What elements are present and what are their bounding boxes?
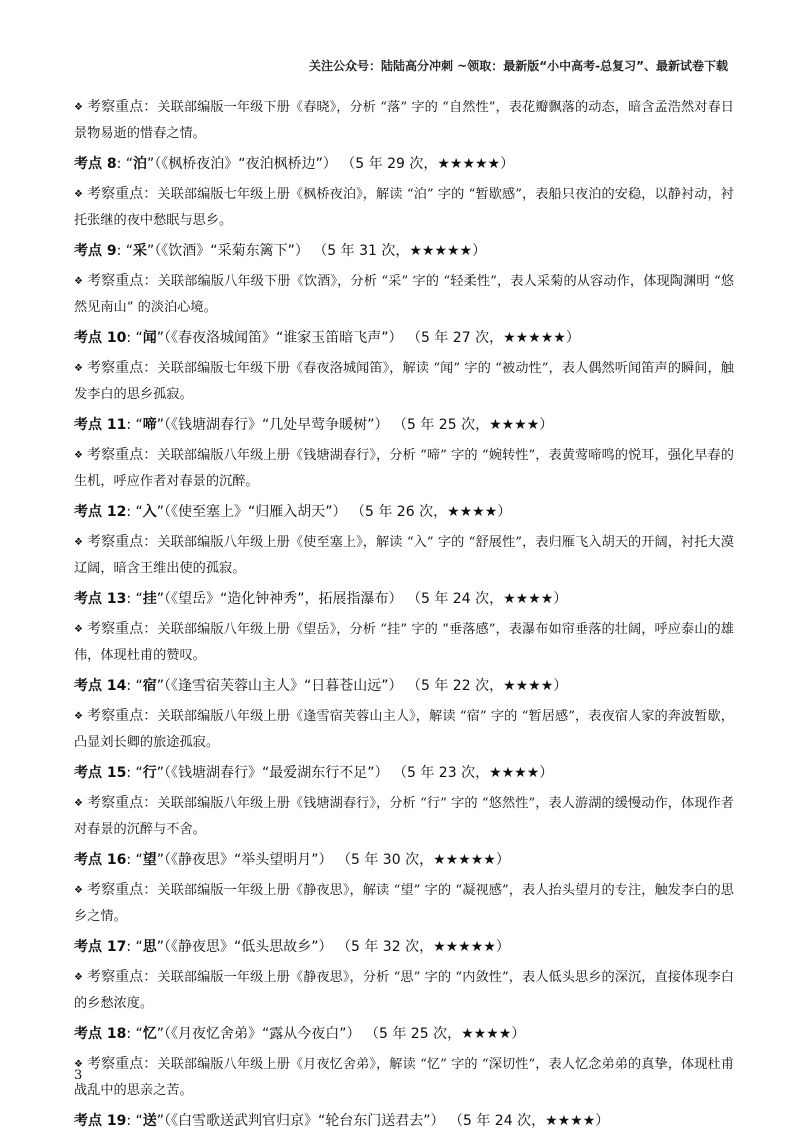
point-details: （《使至塞上》“归雁入胡天”） （5 年 26 次，★★★★） <box>164 504 512 520</box>
exam-point-heading: 考点 18: “忆”（《月夜忆舍弟》“露从今夜白”） （5 年 25 次，★★★★） <box>74 1026 526 1042</box>
detail-text: 关联部编版八年级上册《望岳》，分析 “挂” 字的 “垂落感”，表瀑布如帘垂落的壮阔，呼应泰山的雄伟，体现杜甫的赞叹。 <box>74 622 734 663</box>
detail-text: 关联部编版八年级上册《使至塞上》，解读 “入” 字的 “舒展性”，表归雁飞入胡天的开阔，衬托大漠辽阔，暗含王维出使的孤寂。 <box>74 535 734 576</box>
detail-text: 关联部编版八年级上册《钱塘湖春行》，分析 “啼” 字的 “婉转性”，表黄莺啼鸣的悦耳，强化早春的生机，呼应作者对春景的沉醉。 <box>74 448 734 489</box>
detail-label: 考察重点： <box>87 273 158 289</box>
point-char: 啼 <box>142 417 157 433</box>
exam-point-heading: 考点 16: “望”（《静夜思》“举头望明月”） （5 年 30 次，★★★★★） <box>74 852 510 868</box>
point-details: （《饮酒》“采菊东篱下”） （5 年 31 次，★★★★★） <box>154 243 487 259</box>
diamond-bullet-icon: ❖ <box>74 276 84 287</box>
diamond-bullet-icon: ❖ <box>74 450 84 461</box>
detail-label: 考察重点： <box>87 969 158 985</box>
detail-text: 关联部编版八年级下册《饮酒》，分析 “采” 字的 “轻柔性”，表人采菊的从容动作，体现陶渊明 “悠然见南山” 的淡泊心境。 <box>74 274 735 315</box>
detail-paragraph <box>74 964 734 1017</box>
point-details: （《春夜洛城闻笛》“谁家玉笛暗飞声”） （5 年 27 次，★★★★★） <box>164 330 580 346</box>
exam-point-heading: 考点 9: “采”（《饮酒》“采菊东篱下”） （5 年 31 次，★★★★★） <box>74 243 487 259</box>
exam-point-heading: 考点 11: “啼”（《钱塘湖春行》“几处早莺争暖树”） （5 年 25 次，★★★★） <box>74 417 554 433</box>
exam-point-heading: 考点 17: “思”（《静夜思》“低头思故乡”） （5 年 32 次，★★★★★） <box>74 939 510 955</box>
point-label: 考点 12 <box>74 504 127 520</box>
detail-paragraph <box>74 94 734 147</box>
detail-label: 考察重点： <box>87 882 158 898</box>
detail-paragraph <box>74 355 734 408</box>
detail-text: 关联部编版七年级上册《枫桥夜泊》，解读 “泊” 字的 “暂歇感”，表船只夜泊的安稳，以静衬动，衬托张继的夜中愁眠与思乡。 <box>74 187 734 228</box>
detail-text: 关联部编版八年级上册《逢雪宿芙蓉山主人》，解读 “宿” 字的 “暂居感”，表夜宿人家的奔波暂歇，凸显刘长卿的旅途孤寂。 <box>74 709 734 750</box>
point-char: 行 <box>142 765 157 781</box>
point-label: 考点 13 <box>74 591 127 607</box>
detail-text: 关联部编版一年级下册《春晓》，分析 “落” 字的 “自然性”，表花瓣飘落的动态，暗含孟浩然对春日景物易逝的惜春之情。 <box>74 100 734 141</box>
point-char: 思 <box>142 939 157 955</box>
exam-point-heading: 考点 15: “行”（《钱塘湖春行》“最爱湖东行不足”） （5 年 23 次，★★★★） <box>74 765 554 781</box>
diamond-bullet-icon: ❖ <box>74 711 84 722</box>
point-details: （《钱塘湖春行》“最爱湖东行不足”） （5 年 23 次，★★★★） <box>164 765 554 781</box>
diamond-bullet-icon: ❖ <box>74 798 84 809</box>
point-char: 闻 <box>142 330 157 346</box>
detail-paragraph <box>74 529 734 582</box>
point-char: 望 <box>142 852 157 868</box>
point-details: （《月夜忆舍弟》“露从今夜白”） （5 年 25 次，★★★★） <box>164 1026 526 1042</box>
point-label: 考点 8 <box>74 156 117 172</box>
exam-point-heading: 考点 8: “泊”（《枫桥夜泊》“夜泊枫桥边”） （5 年 29 次，★★★★★） <box>74 156 515 172</box>
page-number: 3 <box>74 1068 83 1083</box>
exam-point-heading: 考点 10: “闻”（《春夜洛城闻笛》“谁家玉笛暗飞声”） （5 年 27 次，★★★★★） <box>74 330 580 346</box>
detail-label: 考察重点： <box>87 99 158 115</box>
detail-paragraph <box>74 1051 734 1104</box>
point-char: 挂 <box>142 591 157 607</box>
point-label: 考点 10 <box>74 330 127 346</box>
point-label: 考点 11 <box>74 417 127 433</box>
exam-point-heading: 考点 19: “送”（《白雪歌送武判官归京》“轮台东门送君去”） （5 年 24 次，★★★★） <box>74 1113 610 1129</box>
point-details: （《枫桥夜泊》“夜泊枫桥边”） （5 年 29 次，★★★★★） <box>154 156 515 172</box>
point-details: （《逢雪宿芙蓉山主人》“日暮苍山远”） （5 年 22 次，★★★★） <box>164 678 568 694</box>
detail-paragraph <box>74 877 734 930</box>
detail-text: 关联部编版一年级上册《静夜思》，分析 “思” 字的 “内敛性”，表人低头思乡的深沉，直接体现李白的乡愁浓度。 <box>74 970 734 1011</box>
diamond-bullet-icon: ❖ <box>74 624 84 635</box>
point-char: 送 <box>142 1113 157 1129</box>
detail-paragraph <box>74 268 734 321</box>
diamond-bullet-icon: ❖ <box>74 102 84 113</box>
point-label: 考点 15 <box>74 765 127 781</box>
detail-text: 关联部编版八年级上册《钱塘湖春行》，分析 “行” 字的 “悠然性”，表人游湖的缓慢动作，体现作者对春景的沉醉与不舍。 <box>74 796 734 837</box>
point-label: 考点 17 <box>74 939 127 955</box>
diamond-bullet-icon: ❖ <box>74 885 84 896</box>
detail-paragraph <box>74 703 734 756</box>
detail-label: 考察重点： <box>87 708 158 724</box>
content-body <box>74 94 734 1138</box>
detail-label: 考察重点： <box>87 795 158 811</box>
detail-paragraph <box>74 790 734 843</box>
point-char: 采 <box>133 243 148 259</box>
point-char: 入 <box>142 504 157 520</box>
point-details: （《静夜思》“举头望明月”） （5 年 30 次，★★★★★） <box>164 852 510 868</box>
detail-label: 考察重点： <box>87 534 158 550</box>
detail-text: 关联部编版一年级上册《静夜思》，解读 “望” 字的 “凝视感”，表人抬头望月的专注，触发李白的思乡之情。 <box>74 883 734 924</box>
point-label: 考点 14 <box>74 678 127 694</box>
detail-paragraph <box>74 181 734 234</box>
detail-label: 考察重点： <box>87 186 158 202</box>
diamond-bullet-icon: ❖ <box>74 972 84 983</box>
point-label: 考点 16 <box>74 852 127 868</box>
point-char: 宿 <box>142 678 157 694</box>
point-char: 忆 <box>142 1026 157 1042</box>
exam-point-heading: 考点 12: “入”（《使至塞上》“归雁入胡天”） （5 年 26 次，★★★★） <box>74 504 512 520</box>
exam-point-heading: 考点 14: “宿”（《逢雪宿芙蓉山主人》“日暮苍山远”） （5 年 22 次，★★★★） <box>74 678 568 694</box>
point-label: 考点 19 <box>74 1113 127 1129</box>
detail-paragraph <box>74 616 734 669</box>
point-details: （《静夜思》“低头思故乡”） （5 年 32 次，★★★★★） <box>164 939 510 955</box>
detail-label: 考察重点： <box>87 621 158 637</box>
diamond-bullet-icon: ❖ <box>74 189 84 200</box>
point-label: 考点 18 <box>74 1026 127 1042</box>
diamond-bullet-icon: ❖ <box>74 1059 84 1070</box>
point-char: 泊 <box>133 156 148 172</box>
point-label: 考点 9 <box>74 243 117 259</box>
diamond-bullet-icon: ❖ <box>74 537 84 548</box>
point-details: （《白雪歌送武判官归京》“轮台东门送君去”） （5 年 24 次，★★★★） <box>164 1113 610 1129</box>
point-details: （《望岳》“造化钟神秀”，拓展指瀑布） （5 年 24 次，★★★★） <box>164 591 568 607</box>
page-header: 关注公众号：陆陆高分冲刺 ~领取：最新版“小中高考-总复习”、最新试卷下载 <box>309 59 728 73</box>
detail-label: 考察重点： <box>87 360 158 376</box>
point-details: （《钱塘湖春行》“几处早莺争暖树”） （5 年 25 次，★★★★） <box>164 417 554 433</box>
detail-text: 关联部编版七年级下册《春夜洛城闻笛》，解读 “闻” 字的 “被动性”，表人偶然听闻笛声的瞬间，触发李白的思乡孤寂。 <box>74 361 734 402</box>
detail-paragraph <box>74 442 734 495</box>
detail-text: 关联部编版八年级上册《月夜忆舍弟》，解读 “忆” 字的 “深切性”，表人忆念弟弟的真挚，体现杜甫战乱中的思亲之苦。 <box>74 1057 734 1098</box>
exam-point-heading: 考点 13: “挂”（《望岳》“造化钟神秀”，拓展指瀑布） （5 年 24 次，★★★★） <box>74 591 568 607</box>
detail-label: 考察重点： <box>87 1056 158 1072</box>
detail-label: 考察重点： <box>87 447 158 463</box>
diamond-bullet-icon: ❖ <box>74 363 84 374</box>
